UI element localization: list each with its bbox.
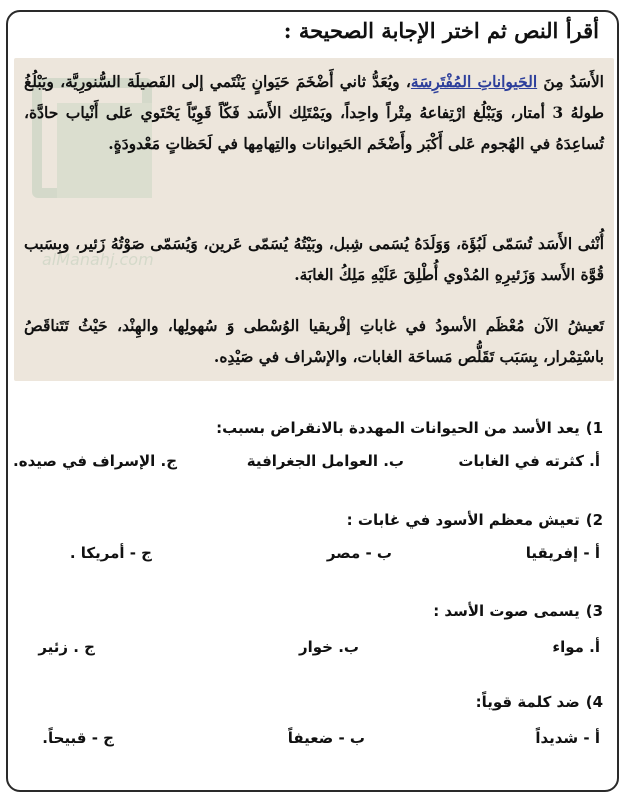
- question-2: [347, 511, 603, 529]
- page-title: أقرأ النص ثم اختر الإجابة الصحيحة :: [283, 18, 599, 43]
- question-1: [216, 419, 603, 437]
- question-4-option-a[interactable]: أ - شديداً: [535, 729, 600, 747]
- predators-link[interactable]: الحَيواناتِ المُفْتَرِسَة: [410, 72, 538, 91]
- question-1-text: يعد الأسد من الحيوانات المهددة بالانقراض بسبب:: [216, 419, 580, 437]
- question-4: [476, 693, 603, 711]
- question-1-option-b[interactable]: ب. العوامل الجغرافية: [246, 452, 404, 470]
- question-2-option-a[interactable]: أ - إفريقيا: [525, 544, 600, 562]
- question-1-number: 1): [585, 419, 603, 437]
- passage-paragraph-3: تَعيشُ الآن مُعْظَم الأسودُ في غاباتِ إفْريقيا الوُسْطى وَ سُهولِها، والهِنْد، حَيْثُ تَتَناقَصُ باسْتِمْرار، بِسَبَب تَقَلُّص مَساحَة الغابات، والإسْراف في صَيْدِه.: [24, 316, 604, 366]
- passage-paragraph-2: أُنْثى الأَسَد تُسَمّى لَبُؤَة، وَوَلَدَهُ يُسَمى شِبل، وبَيْتُهُ يُسَمّى عَرين، وَيُسَمّى صَوْتُهُ زَئير، وبِسَبب قُوَّة الأَسد وَزَئيرِهِ المُدْوي أُطْلِقَ عَلَيْهِ مَلِكُ الغابَة.: [24, 234, 604, 284]
- question-4-number: 4): [585, 693, 603, 711]
- question-3-text: يسمى صوت الأسد :: [433, 602, 580, 620]
- paragraph-1-rest: ، ويُعَدُّ ثاني أَضْخَمَ حَيَوانٍ يَنْتَمي إلى الفَصيلَة السُّنورِيَّة، ويَبْلُغُ طولهُ 3 أمتار، وَيَبْلُغ ارْتِفاعهُ مِتْراً واحِداً، ويَمْتَلِك الأَسَد فَكّاً قَوِيّاً يَحْتَوي عَلى أَنْياب حادَّة، تُساعِدَهُ في الهُجوم عَلى أَكْبَر وأَضْخَم الحَيوانات والتِهامِها في لَحَظاتٍ مَعْدودَةٍ.: [24, 72, 605, 153]
- question-4-option-b[interactable]: ب - ضعيفاً: [287, 729, 365, 747]
- paragraph-1-start: الأَسَدُ مِنَ: [543, 72, 604, 91]
- watermark-text: alManahj.com: [42, 250, 154, 269]
- question-1-option-a[interactable]: أ. كثرته في الغابات: [458, 452, 600, 470]
- question-1-option-c[interactable]: ج. الإسراف في صيده.: [13, 452, 177, 470]
- question-3-option-b[interactable]: ب. خوار: [299, 638, 359, 656]
- passage-paragraph-1: [24, 66, 604, 159]
- question-3-option-c[interactable]: ج . زئير: [38, 638, 95, 656]
- question-2-text: تعيش معظم الأسود في غابات :: [346, 511, 580, 529]
- question-3: [433, 602, 603, 620]
- question-2-number: 2): [585, 511, 603, 529]
- question-3-option-a[interactable]: أ. مواء: [552, 638, 600, 656]
- question-4-option-c[interactable]: ج - قبيحاً.: [42, 729, 114, 747]
- reading-passage: [14, 58, 614, 381]
- question-2-option-b[interactable]: ب - مصر: [326, 544, 392, 562]
- question-4-text: ضد كلمة قوياً:: [475, 693, 580, 711]
- question-3-number: 3): [585, 602, 603, 620]
- question-2-option-c[interactable]: ج - أمريكا .: [69, 544, 152, 562]
